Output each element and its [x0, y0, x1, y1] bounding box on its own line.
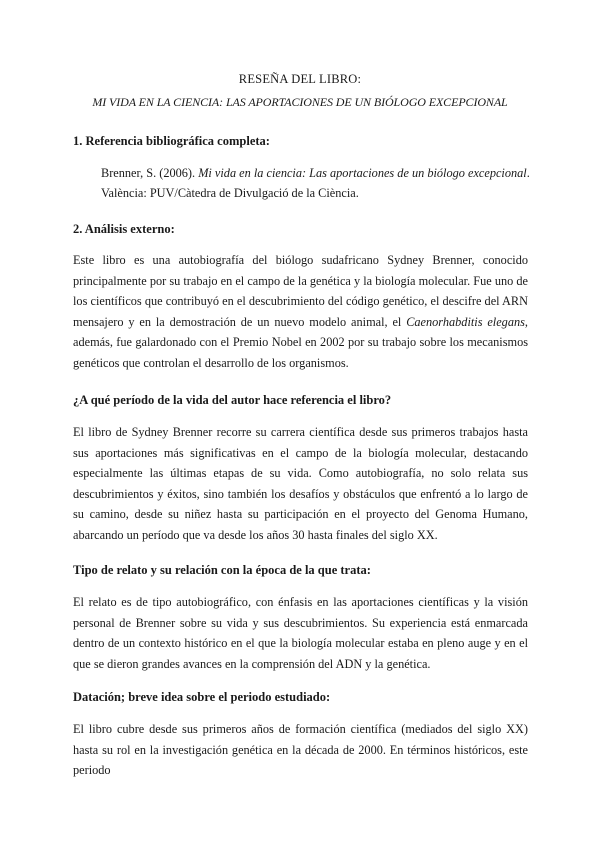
reference-author-year: Brenner, S. (2006).: [101, 166, 199, 180]
paragraph-text: Este libro es una autobiografía del biólogo sudafricano Sydney Brenner, conocido principalmente por su trabajo en el campo de la genética y la biología molecular. Fue uno de los científicos que contribuyó en el descubrimiento del código genético, el descifre del ARN mensajero y en la demostración de un nuevo modelo animal, el: [73, 253, 528, 329]
bibliographic-reference: [101, 163, 531, 203]
document-title: RESEÑA DEL LIBRO:: [238, 72, 362, 86]
reference-book-title: Mi vida en la ciencia: Las aportaciones de un biólogo excepcional: [198, 166, 527, 180]
paragraph-external-analysis: [73, 250, 528, 374]
paragraph-period: El libro de Sydney Brenner recorre su carrera científica desde sus primeros trabajos hasta sus aportaciones más significativas en el campo de la biología molecular, destacando especialmente las últimas etapas de su vida. Como autobiografía, no solo relata sus descubrimientos y éxitos, sino también los desafíos y obstáculos que enfrentó a lo largo de su camino, desde su niñez hasta su participación en el proyecto del Genoma Humano, abarcando un período que va desde los años 30 hasta finales del siglo XX.: [73, 425, 528, 542]
question-heading-dating: Datación; breve idea sobre el periodo estudiado:: [73, 690, 331, 704]
question-heading-narrative-type: Tipo de relato y su relación con la época de la que trata:: [73, 563, 371, 577]
section-heading-external-analysis: 2. Análisis externo:: [73, 222, 175, 236]
reference-publisher: . València: PUV/Càtedra de Divulgació de la Ciència.: [101, 166, 530, 200]
section-heading-reference: 1. Referencia bibliográfica completa:: [73, 134, 270, 148]
question-heading-period: ¿A qué período de la vida del autor hace referencia el libro?: [73, 393, 392, 407]
species-name: Caenorhabditis elegans: [406, 314, 525, 329]
paragraph-dating: El libro cubre desde sus primeros años de formación científica (mediados del siglo XX) hasta su rol en la investigación genética en la década de 2000. En términos históricos, este periodo: [73, 722, 528, 778]
paragraph-text: , además, fue galardonado con el Premio Nobel en 2002 por su trabajo sobre los mecanismos genéticos que controlan el desarrollo de los organismos.: [73, 314, 528, 370]
paragraph-narrative-type: El relato es de tipo autobiográfico, con énfasis en las aportaciones científicas y la visión personal de Brenner sobre su vida y sus descubrimientos. Su experiencia está enmarcada dentro de un contexto histórico en el que la biología molecular estaba en pleno auge y en el que se dieron grandes avances en la comprensión del ADN y la genética.: [73, 595, 528, 671]
document-subtitle: MI VIDA EN LA CIENCIA: LAS APORTACIONES DE UN BIÓLOGO EXCEPCIONAL: [92, 95, 508, 109]
